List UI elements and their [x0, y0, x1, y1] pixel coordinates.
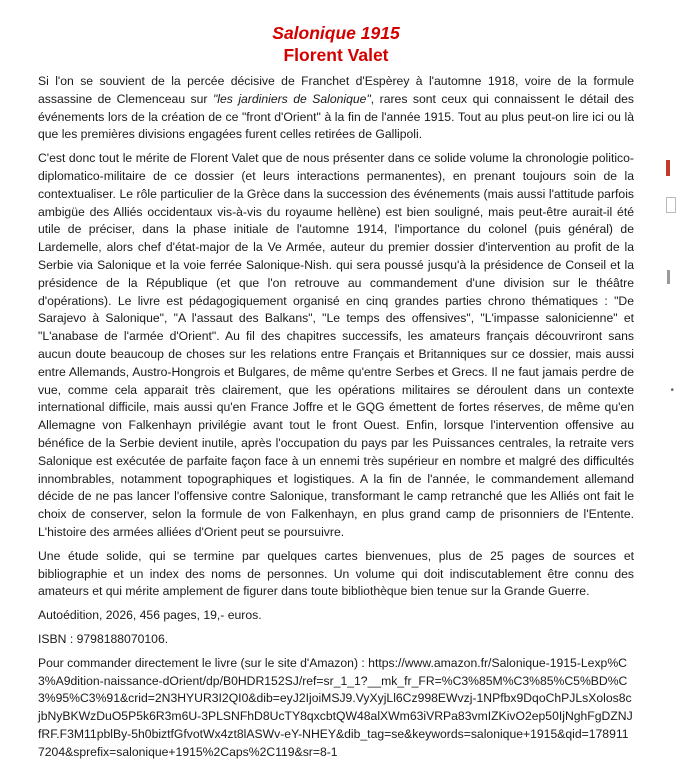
- paragraph-intro: [38, 73, 634, 144]
- paragraph-conclusion: Une étude solide, qui se termine par quelques cartes bienvenues, plus de 25 pages de sources et bibliographie et un index des noms de personnes. Un volume qui doit indiscutablement être connu des amateurs et qui mérite amplement de figurer dans toute bibliothèque bien tenue sur la Grande Guerre.: [38, 548, 634, 599]
- article: [38, 22, 634, 767]
- amazon-link[interactable]: https://www.amazon.fr/Salonique-1915-Lexp%C3%A9dition-naissance-dOrient/dp/B0HDR152SJ/ref=sr_1_1?__mk_fr_FR=%C3%85M%C3%85%C5%BD%C3%95%C3%91&crid=2N3HYUR3I2QI0&dib=eyJ2IjoiMSJ9.VyXyjLl6Cz998EWvzj-1NPfbx9DqoChPJLsXolos8cjbNyBKWzDuO5P5k6R3m6U-3PLSNFhD8UcTY8qxcbtQW48alXWm63iVRPa83vmIZKivO2ep50IjNghFgDZNJfRF.F3M11pblBy-5h0biztfGfvotWx4zt8lASWv-eY-NHEY&dib_tag=se&keywords=salonique+1915&qid=1789117204&sprefix=salonique+1915%2Caps%2C119&sr=8-1: [38, 655, 633, 759]
- intro-text-b: , rares sont ceux qui connaissent le détail des événements lors de la création de ce "front d'Orient" à la fin de l'année 1915. Tout au plus peut-on lire ici ou là que les premières divisions engagées furent celles retirées de Gallipoli.: [38, 91, 634, 142]
- sidebar-edge-marker-2: [667, 270, 670, 284]
- intro-quote: "les jardiniers de Salonique": [212, 91, 371, 106]
- isbn: ISBN : 9798188070106.: [38, 631, 169, 646]
- order-paragraph: [38, 655, 634, 762]
- publication-info: Autoédition, 2026, 456 pages, 19,- euros.: [38, 608, 262, 623]
- order-text: Pour commander directement le livre (sur le site d'Amazon) :: [38, 655, 369, 670]
- article-title: Salonique 1915: [272, 23, 400, 43]
- sidebar-edge-marker: [666, 160, 670, 176]
- intro-text-a: Si l'on se souvient de la percée décisive de Franchet d'Espèrey à l'automne 1918, voire de la formule assassine de Clemenceau sur: [38, 74, 634, 106]
- article-author: Florent Valet: [283, 45, 389, 65]
- paragraph-review: C'est donc tout le mérite de Florent Valet que de nous présenter dans ce solide volume la chronologie politico-diplomatico-militaire de ce dossier (et leurs interactions permanentes), en prenant toujours soin de la contextualiser. Le rôle particulier de la Grèce dans la succession des événements (mais aussi l'attitude parfois ambigüe des Alliés occidentaux vis-à-vis du royaume hellène) est bien souligné, mais peut-être aurait-il été utile de préciser, dans la phase initiale de l'automne 1914, l'importance du colonel (puis général) de Lardemelle, alors chef d'état-major de la Ve Armée, auteur du premier dossier d'intervention au profit de la Serbie via Salonique et la voie ferrée Salonique-Nish. qui sera poussé jusqu'à la présidence de Conseil et la présidence de la République (et que l'on retrouve au commandement d'une division sur le théâtre d'opérations). Le livre est pédagogiquement organisé en cinq grandes parties chrono thématiques : "De Sarajevo à Salonique", "A l'assaut des Balkans", "Le temps des offensives", "L'impasse salonicienne" et "L'anabase de l'armée d'Orient". Au fil des chapitres successifs, les amateurs français découvriront sans aucun doute beaucoup de choses sur les relations entre Français et Britanniques sur ce dossier, mais aussi entre Allemands, Austro-Hongrois et Bulgares, de même qu'entre Serbes et Grecs. Il ne faut jamais perdre de vue, comme cela apparait très clairement, que les opérations militaires se déroulent dans un contexte international difficile, mais aussi qu'en France Joffre et le GQG émettent de fortes réserves, de même qu'en Allemagne von Falkenhayn privilégie avant tout le front Ouest. Enfin, lorsque l'intervention offensive au bénéfice de la Serbie devient inutile, après l'occupation du pays par les Puissances centrales, la retraite vers Salonique est exécutée de parfaite façon face à un ennemi très supérieur en nombre et malgré des difficultés innombrables, notamment topographiques et logistiques. A la fin de l'année, le commandement allemand décide de ne pas lancer l'offensive contre Salonique, transformant le camp retranché que les Alliés ont fait le choix de conserver, selon la formule de von Falkenhayn, en plus grand camp de prisonniers de l'Entente. L'histoire des armées alliées d'Orient peut se poursuivre.: [38, 151, 634, 539]
- sidebar-edge-glyph: •: [670, 385, 674, 396]
- sidebar-edge-input[interactable]: [666, 197, 676, 213]
